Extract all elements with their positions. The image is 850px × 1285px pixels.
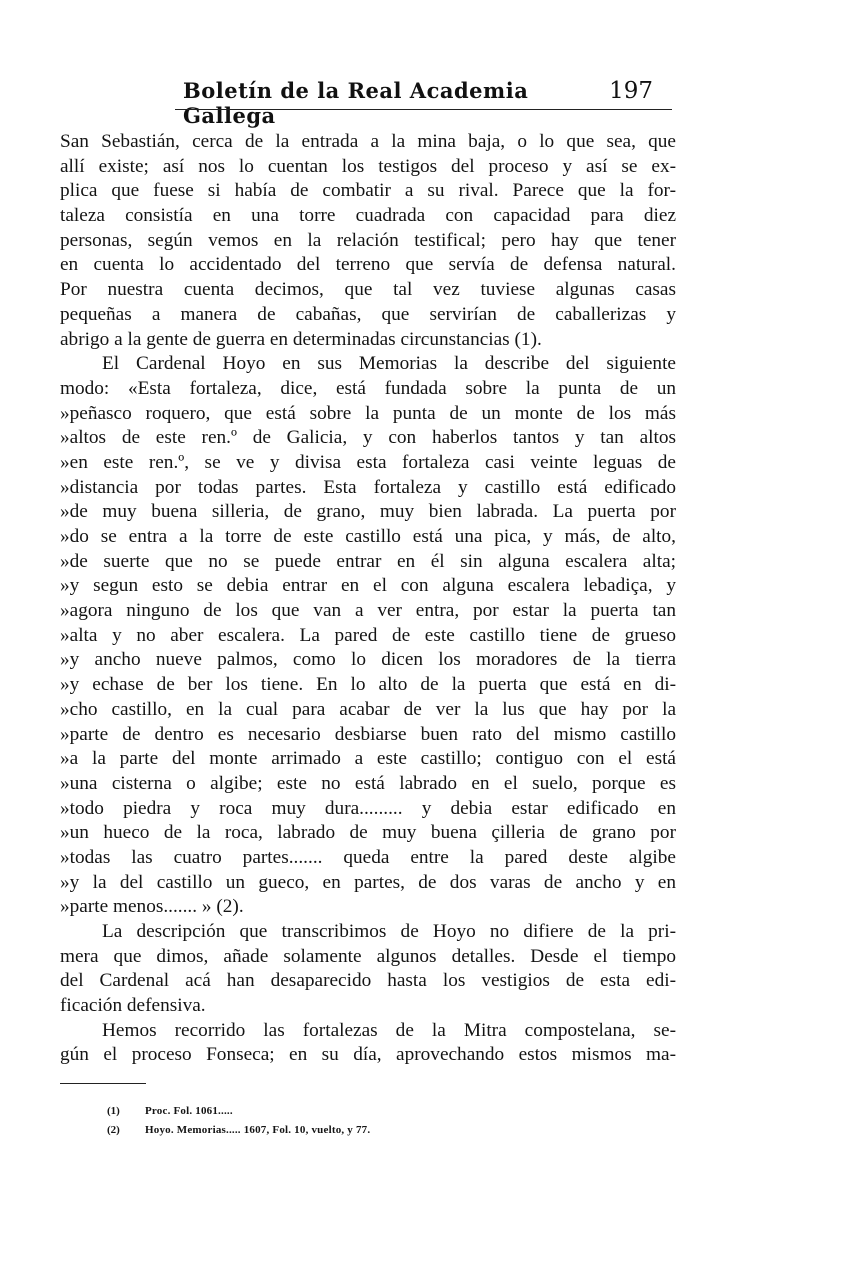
footnote-number: (1) [107, 1105, 120, 1117]
text-line: mera que dimos, añade solamente algunos detalles. Desde el tiempo [60, 945, 676, 967]
text-line: »a la parte del monte arrimado a este castillo; contiguo con el está [60, 748, 676, 770]
text-line: »parte menos....... » (2). [60, 896, 244, 918]
text-line: »peñasco roquero, que está sobre la punta de un monte de los más [60, 402, 676, 424]
text-line: »agora ninguno de los que van a ver entra, por estar la puerta tan [60, 600, 676, 622]
text-line: »de muy buena silleria, de grano, muy bien labrada. La puerta por [60, 501, 676, 523]
footnote-number: (2) [107, 1124, 120, 1136]
text-line: personas, según vemos en la relación testifical; pero hay que tener [60, 229, 676, 251]
text-line: gún el proceso Fonseca; en su día, aprovechando estos mismos ma- [60, 1044, 676, 1066]
text-line: allí existe; así nos lo cuentan los testigos del proceso y así se ex- [60, 155, 676, 177]
body-text [60, 130, 676, 1068]
footnote-text: Proc. Fol. 1061..... [145, 1105, 233, 1117]
text-line: »alta y no aber escalera. La pared de este castillo tiene de grueso [60, 624, 676, 646]
text-line: taleza consistía en una torre cuadrada con capacidad para diez [60, 205, 676, 227]
text-line: »en este ren.º, se ve y divisa esta fortaleza casi veinte leguas de [60, 451, 676, 473]
footnote [107, 1121, 507, 1140]
text-line: »y echase de ber los tiene. En lo alto de la puerta que está en di- [60, 674, 676, 696]
text-line: ficación defensiva. [60, 995, 206, 1017]
text-line: »todo piedra y roca muy dura......... y debia estar edificado en [60, 797, 676, 819]
text-line: pequeñas a manera de cabañas, que servirían de caballerizas y [60, 303, 676, 325]
text-line: plica que fuese si había de combatir a su rival. Parece que la for- [60, 180, 676, 202]
text-line: »y ancho nueve palmos, como lo dicen los moradores de la tierra [60, 649, 676, 671]
page-number: 197 [609, 78, 653, 104]
text-line: »do se entra a la torre de este castillo está una pica, y más, de alto, [60, 526, 676, 547]
text-line: »todas las cuatro partes....... queda entre la pared deste algibe [60, 846, 676, 868]
footnote [107, 1102, 507, 1121]
text-line: »y la del castillo un gueco, en partes, de dos varas de ancho y en [60, 871, 676, 893]
text-line: »y segun esto se debia entrar en el con alguna escalera lebadiça, y [60, 575, 676, 597]
text-line: »cho castillo, en la cual para acabar de ver la lus que hay por la [60, 698, 676, 720]
running-header [175, 78, 675, 128]
text-line: del Cardenal acá han desaparecido hasta los vestigios de esta edi- [60, 970, 676, 992]
text-line: »altos de este ren.º de Galicia, y con haberlos tantos y tan altos [60, 427, 676, 449]
text-line: »distancia por todas partes. Esta fortaleza y castillo está edificado [60, 476, 676, 498]
journal-title: Boletín de la Real Academia Gallega [183, 78, 529, 128]
header-rule [175, 109, 672, 110]
footnote-rule [60, 1083, 146, 1084]
footnote-text: Hoyo. Memorias..... 1607, Fol. 10, vuelto, y 77. [145, 1124, 371, 1136]
text-line: Hemos recorrido las fortalezas de la Mitra compostelana, se- [102, 1019, 676, 1041]
text-line: »una cisterna o algibe; este no está labrado en el suelo, porque es [60, 772, 676, 794]
text-line: »un hueco de la roca, labrado de muy buena çilleria de grano por [60, 822, 676, 844]
text-line: El Cardenal Hoyo en sus Memorias la describe del siguiente [102, 353, 676, 375]
text-line: Por nuestra cuenta decimos, que tal vez tuviese algunas casas [60, 279, 676, 301]
text-line: San Sebastián, cerca de la entrada a la mina baja, o lo que sea, que [60, 131, 676, 152]
text-line: »de suerte que no se puede entrar en él sin alguna escalera alta; [60, 550, 676, 572]
text-line: modo: «Esta fortaleza, dice, está fundada sobre la punta de un [60, 377, 676, 399]
text-line: »parte de dentro es necesario desbiarse buen rato del mismo castillo [60, 723, 676, 745]
footnotes [107, 1102, 507, 1140]
text-line: La descripción que transcribimos de Hoyo no difiere de la pri- [102, 921, 676, 942]
text-line: en cuenta lo accidentado del terreno que servía de defensa natural. [60, 254, 676, 276]
text-line: abrigo a la gente de guerra en determinadas circunstancias (1). [60, 328, 542, 350]
